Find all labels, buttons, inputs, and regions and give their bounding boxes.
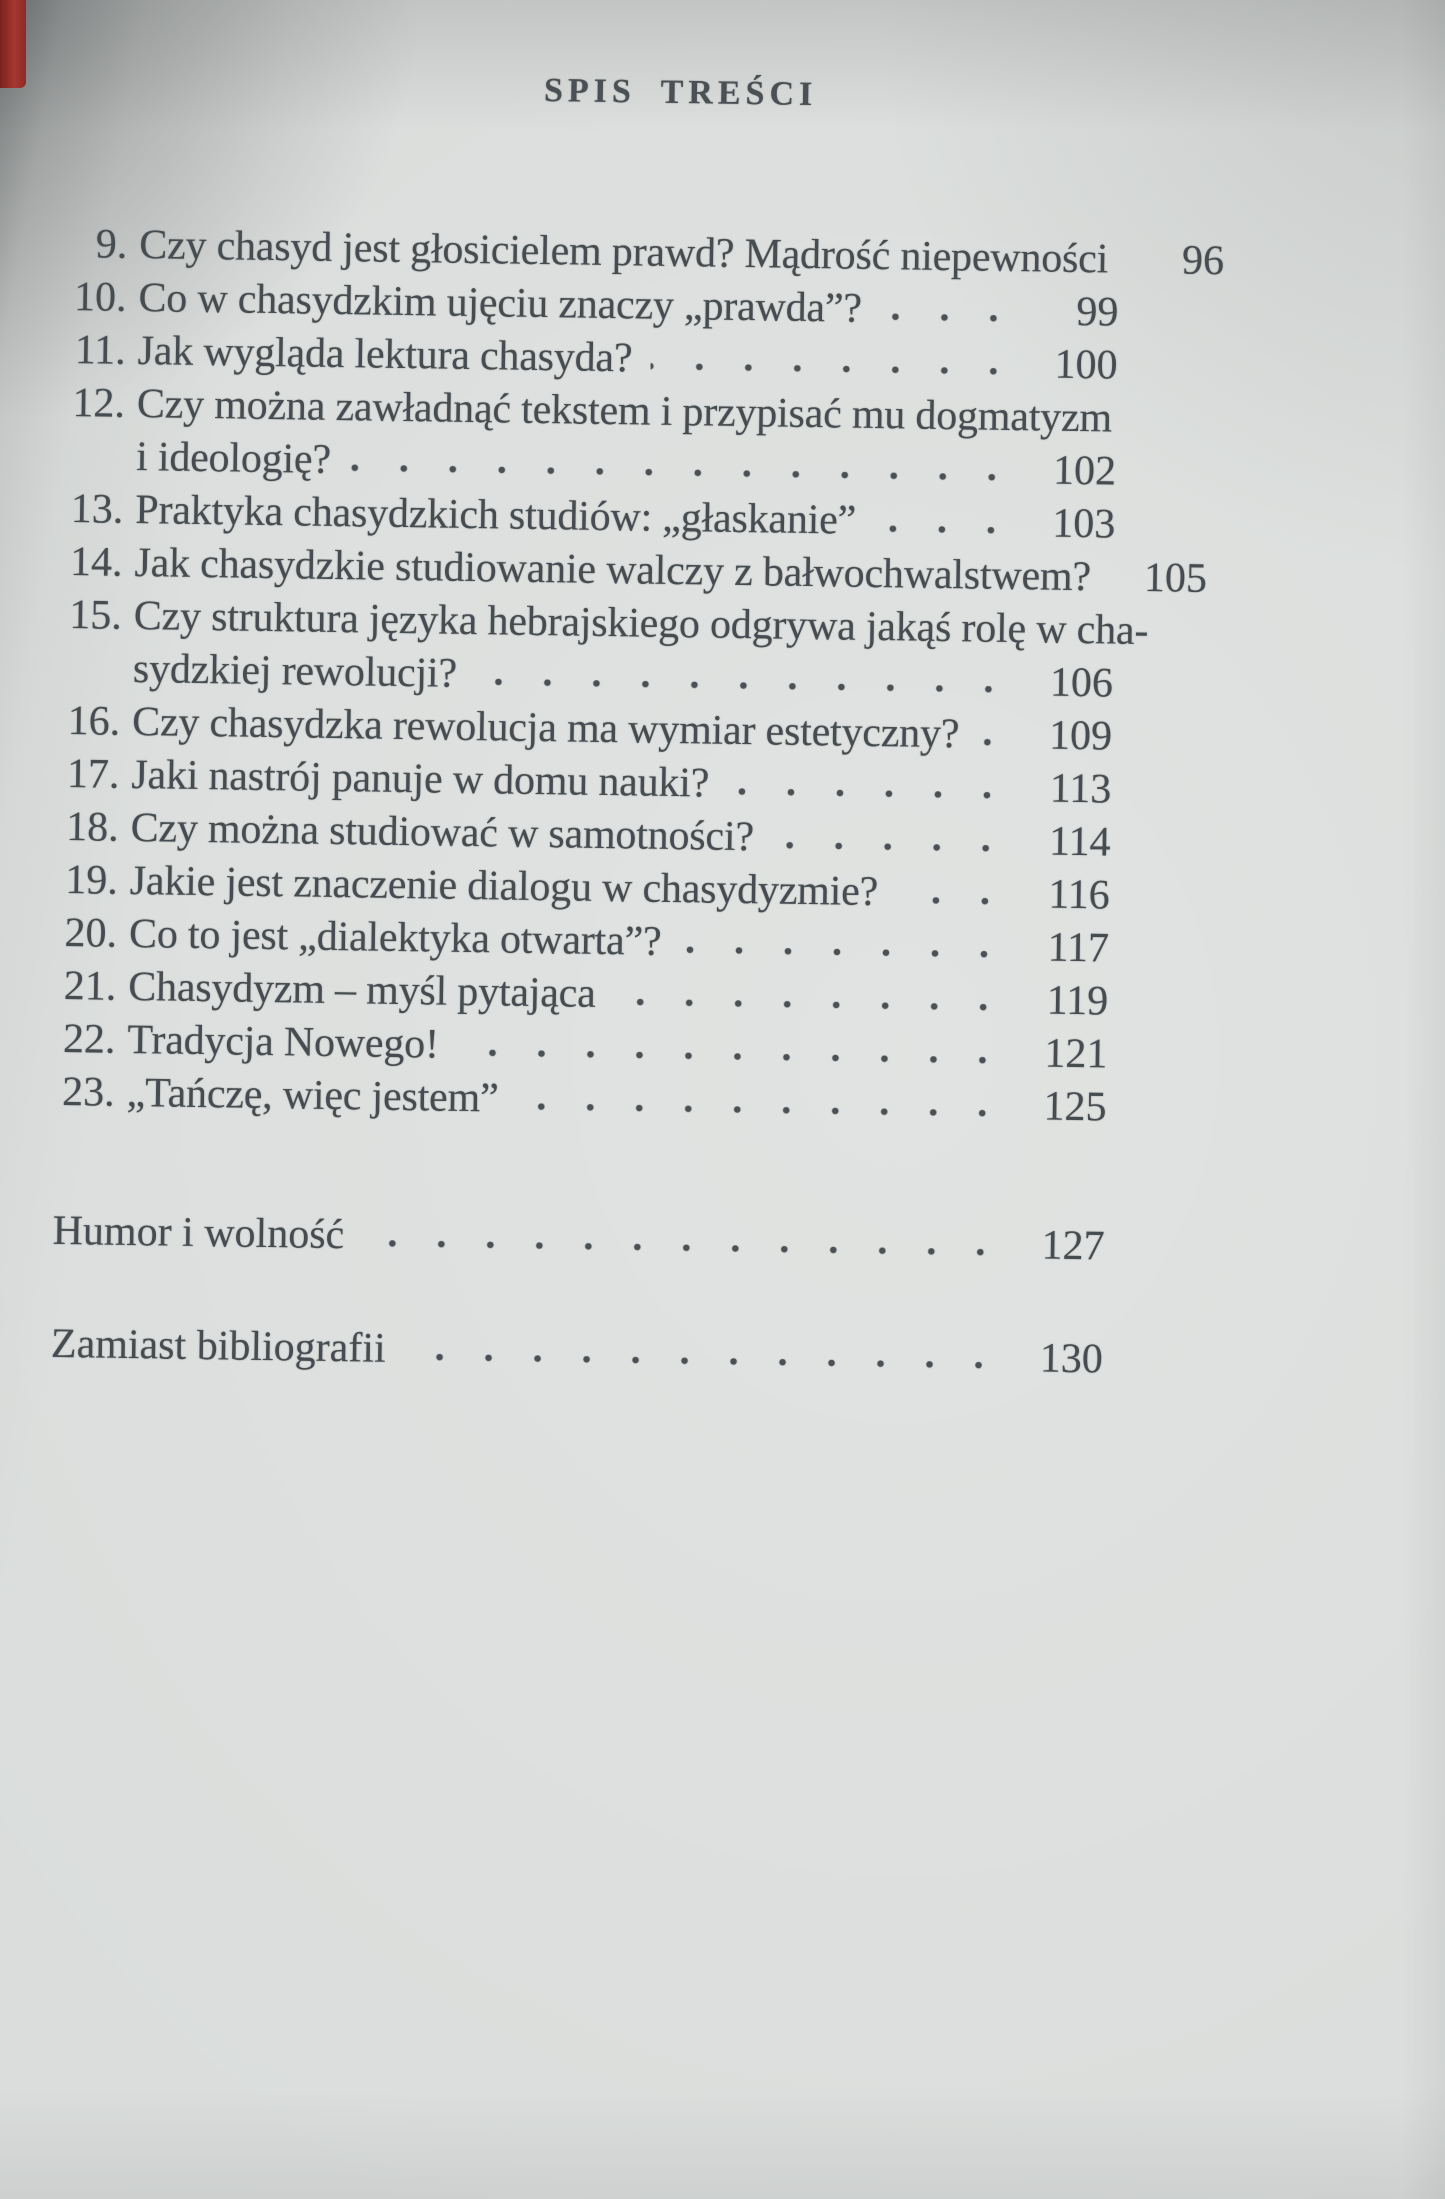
dot-leader: [727, 788, 1013, 801]
toc-entry-page: 106: [1049, 659, 1114, 707]
dot-leader: [475, 678, 1015, 695]
toc-entry-title: Co w chasydzkim ujęciu znaczy „prawda”?: [138, 275, 863, 332]
dot-leader: [613, 998, 1010, 1013]
toc-entry-page: 119: [1046, 977, 1109, 1025]
toc-entry-page: 121: [1044, 1030, 1108, 1078]
page-title: SPIS TREŚCI: [543, 72, 818, 114]
toc-entry-number: 13.: [70, 486, 124, 533]
toc-entry-title: Jak wygląda lektura chasyda?: [137, 328, 633, 382]
toc-section-row: [51, 1318, 1104, 1387]
toc-entry-number: 20.: [64, 910, 118, 957]
toc-entry-number: [64, 469, 124, 470]
toc-entry-number: 19.: [65, 857, 119, 904]
toc-section-page: 127: [1041, 1222, 1105, 1270]
toc-entry-number: 17.: [66, 751, 120, 798]
toc-entry-title: Jakie jest znaczenie dialogu w chasydyzmie?: [129, 857, 879, 916]
toc-entry-title: Co to jest „dialektyka otwarta”?: [128, 910, 662, 965]
dot-leader: [362, 1239, 1006, 1258]
toc-entry-page: 103: [1051, 500, 1116, 548]
book-cover-edge: [0, 0, 26, 88]
toc-entry-number: 16.: [67, 698, 121, 745]
toc-section-title: Zamiast bibliografii: [50, 1320, 387, 1372]
toc-entry-title: „Tańczę, więc jestem”: [126, 1069, 499, 1122]
toc-entry-page: 113: [1049, 765, 1112, 813]
toc-entry-page: 125: [1043, 1083, 1107, 1131]
toc-entry-number: 10.: [73, 274, 127, 321]
toc-entry-page: 105: [1143, 554, 1208, 602]
dot-leader: [650, 363, 1019, 377]
toc-entry-page: 116: [1047, 871, 1111, 919]
toc-entry-number: 21.: [63, 963, 117, 1010]
dot-leader: [874, 525, 1017, 536]
toc-entry-title: Chasydyzm – myśl pytająca: [127, 963, 596, 1017]
toc-entry-title: Jak chasydzkie studiowanie walczy z bałwochwalstwem?: [134, 540, 1092, 601]
toc-entry-number: 15.: [68, 592, 123, 639]
toc-entry-number: [61, 681, 121, 682]
dot-leader: [349, 464, 1018, 483]
toc-entry-page: 114: [1048, 818, 1111, 866]
toc-entry-page: [1140, 432, 1228, 433]
toc-section-page: 130: [1039, 1335, 1104, 1383]
toc-entry-title: Czy można studiować w samotności?: [130, 804, 755, 861]
toc-entry-title: Czy struktura języka hebrajskiego odgrywa jakąś rolę w cha-: [133, 593, 1149, 655]
toc-entry-title: Jaki nastrój panuje w domu nauki?: [131, 751, 710, 807]
toc-entry-page: [1176, 644, 1264, 645]
toc-entry-page: 117: [1047, 924, 1110, 972]
toc-entry-title: sydzkiej rewolucji?: [132, 646, 458, 697]
dot-leader: [404, 1353, 1005, 1371]
toc-entry-title: Praktyka chasydzkich studiów: „głaskanie”: [135, 487, 857, 544]
dot-leader: [772, 841, 1013, 854]
toc-entry-number: 14.: [69, 539, 123, 586]
toc-section-row: [52, 1205, 1105, 1274]
dot-leader: [457, 1049, 1010, 1066]
dot-leader: [880, 313, 1021, 324]
toc-entry-page: 109: [1048, 712, 1113, 760]
toc-entry-number: 9.: [95, 221, 128, 268]
toc-entry-page: 96: [1181, 237, 1225, 285]
toc-entry-title: Czy chasyd jest głosicielem prawd? Mądrość niepewności: [138, 222, 1109, 283]
toc-entry-number: 12.: [72, 380, 126, 427]
toc-entry-page: 99: [1076, 288, 1119, 336]
toc-entry-title: Tradycja Nowego!: [127, 1016, 440, 1068]
dot-leader: [516, 1103, 1008, 1119]
toc-entry-number: 18.: [65, 804, 119, 851]
toc-entry-page: 102: [1052, 447, 1117, 495]
toc-entry-number: 22.: [62, 1016, 116, 1063]
toc-entry-title: Czy chasydzka rewolucja ma wymiar estetyczny?: [131, 698, 960, 758]
toc-entry-title: Czy można zawładnąć tekstem i przypisać mu dogmatyzm: [136, 381, 1113, 442]
dot-leader: [679, 946, 1011, 960]
dot-leader: [977, 739, 1014, 749]
toc-entry-number: 23.: [61, 1069, 116, 1116]
dot-leader: [896, 896, 1012, 907]
toc-entry-number: 11.: [74, 327, 127, 374]
toc-entry-title: i ideologię?: [135, 434, 332, 483]
toc-entry-page: 100: [1054, 341, 1118, 389]
table-of-contents: [50, 62, 1225, 1386]
toc-section-title: Humor i wolność: [52, 1207, 345, 1259]
